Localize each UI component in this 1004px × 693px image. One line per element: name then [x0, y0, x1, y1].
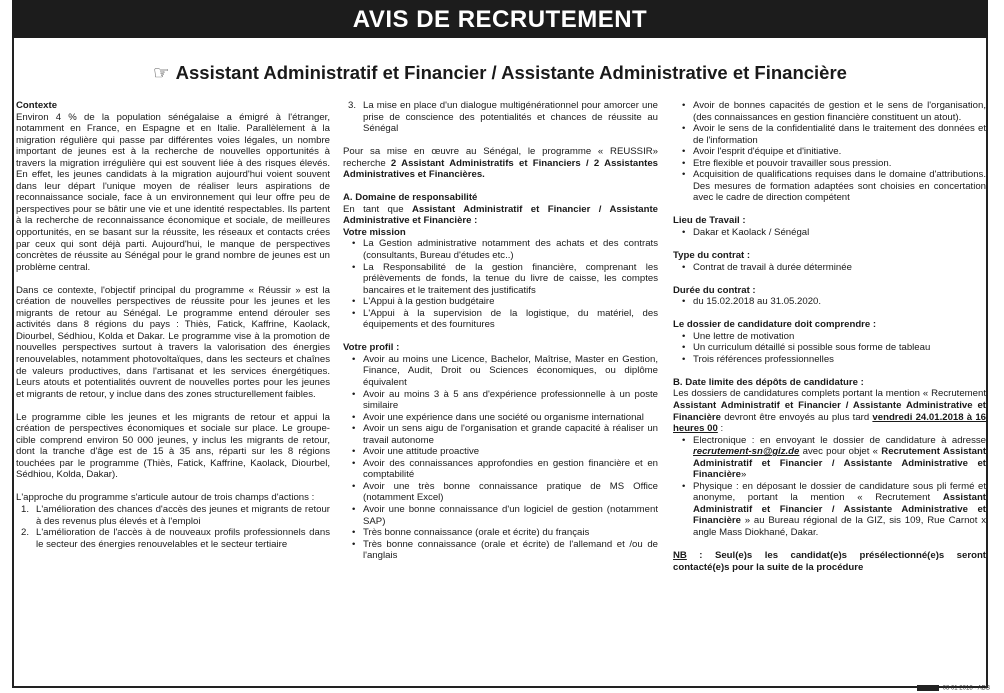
list-item: • Très bonne connaissance (orale et écrite) de l'allemand et /ou de l'anglais: [343, 539, 658, 562]
list-item: • Avoir au moins une Licence, Bachelor, Maîtrise, Master en Gestion, Finance, Audit, Droit ou Sciences économiques, ou diplôme équivalent: [343, 354, 658, 389]
job-title: [12, 62, 988, 84]
list-item: • L'Appui à la gestion budgétaire: [343, 296, 658, 308]
list-item: • Très bonne connaissance (orale et écrite) du français: [343, 527, 658, 539]
list-item: • Dakar et Kaolack / Sénégal: [673, 227, 986, 239]
list-item: • Acquisition de qualifications requises dans le domaine d'attributions. Des mesures de formation adaptées sont choisies en concertation avec le cadre de direction compétent: [673, 169, 986, 204]
footer-mark: [917, 685, 939, 691]
mission-heading: Votre mission: [343, 226, 406, 238]
list-item: • La Responsabilité de la gestion financière, comprenant les prélèvements de fonds, la tenue du livre de caisse, les comptes bancaires et le traitement des justificatifs: [343, 262, 658, 297]
dossier-list: [673, 331, 986, 366]
section-heading-contexte: Contexte: [16, 100, 58, 111]
profil-list: [343, 354, 658, 562]
profil-list-continued: [673, 100, 986, 204]
paragraph: Environ 4 % de la population sénégalaise a émigré à l'étranger, notamment en France, en Espagne et en Italie. Parallèlement à la migration régulière qui passe par différentes voies légales, un nombre important de jeunes est à la recherche de nouvelles opportunités à travers la migration irrégulière qui est souvent liée à des risques élevés. En effet, les jeunes candidats à la migration aujourd'hui voient souvent dans leur départ l'unique moyen de réaliser leurs aspirations de reconnaissance sociale, face à un environnement qui leur offre peu de perspectives pour se bâtir une vie et une identité respectables. Ils partent à la recherche de reconnaissance économique et sociale, de meilleures opportunités, en se basant sur la réussite, les réseaux et contacts crées par ceux qui sont déjà parti. Aujourd'hui, le manque de perspectives concrètes de réussite au Sénégal pour le grand nombre de jeunes est un problème central.: [16, 111, 330, 273]
action-fields-list-continued: [343, 100, 658, 135]
action-fields-list: [16, 504, 330, 550]
paragraph: Dans ce contexte, l'objectif principal du programme « Réussir » est la création de nouvelles perspectives de réussite pour les jeunes et les migrants de retour au Sénégal. Le programme entend dérouler ses activités dans 8 régions du pays : Thiès, Fatick, Kaffrine, Kaolack, Diourbel, Sédhiou, Kolda et Dakar. Le programme vise à la promotion de nouvelles perspectives surtout à travers la valorisation des énergies renouvelables, notamment photovoltaïques, dans les secteurs et chaînes de valeurs productives, dans l'artisanat et les services énergétiques. Leurs atouts et potentialités ouvrent de nouvelles portes pour les jeunes et migrants de retour, y inclue dans des zones structurellement faibles.: [16, 284, 330, 400]
section-heading-domaine: A. Domaine de responsabilité: [343, 192, 478, 204]
list-item: • Avoir une très bonne connaissance pratique de MS Office (notamment Excel): [343, 481, 658, 504]
list-item: • Un curriculum détaillé si possible sous forme de tableau: [673, 342, 986, 354]
list-item: • La Gestion administrative notamment des achats et des contrats (consultants, Bureau d'études etc..): [343, 238, 658, 261]
list-item: • Avoir de bonnes capacités de gestion et le sens de l'organisation, (des connaissances en gestion financière constituent un atout).: [673, 100, 986, 123]
type-list: [673, 262, 986, 274]
list-item: • Avoir le sens de la confidentialité dans le traitement des données et de l'information: [673, 123, 986, 146]
list-item: • Avoir un sens aigu de l'organisation et grande capacité à réaliser un travail autonome: [343, 423, 658, 446]
list-item: • du 15.02.2018 au 31.05.2020.: [673, 296, 986, 308]
pointing-hand-icon: ☞: [153, 62, 170, 83]
column-2: [343, 100, 658, 562]
column-3: [673, 100, 986, 573]
profil-heading: Votre profil :: [343, 342, 400, 354]
job-title-text: Assistant Administratif et Financier / Assistante Administrative et Financière: [175, 62, 847, 83]
list-item: • Avoir au moins 3 à 5 ans d'expérience professionnelle à un poste similaire: [343, 389, 658, 412]
list-item: • Electronique : en envoyant le dossier de candidature à adresse recrutement-sn@giz.de avec pour objet « Recrutement Assistant Administratif et Financier / Assistante Administrative et Financière»: [673, 435, 986, 481]
email-link[interactable]: recrutement-sn@giz.de: [693, 446, 800, 458]
dossier-heading: Le dossier de candidature doit comprendre :: [673, 319, 877, 331]
paragraph: En tant que Assistant Administratif et Financier / Assistante Administrative et Financière :: [343, 203, 658, 227]
banner-title: AVIS DE RECRUTEMENT: [12, 0, 988, 38]
lieu-list: [673, 227, 986, 239]
list-item: • Avoir l'esprit d'équipe et d'initiative.: [673, 146, 986, 158]
list-item: • Contrat de travail à durée déterminée: [673, 262, 986, 274]
list-item: • Physique : en déposant le dossier de candidature sous pli fermé et anonyme, portant la mention « Recrutement Assistant Administratif et Financier / Assistante Administrative et Financière » au Bureau régional de la GIZ, sis 109, Rue Carnot x angle Mass Diokhané, Dakar.: [673, 481, 986, 539]
list-item: • Trois références professionnelles: [673, 354, 986, 366]
footer-stamp: 08 01 2018 · ADB: [917, 685, 990, 692]
submission-list: [673, 435, 986, 539]
list-item: 3. La mise en place d'un dialogue multigénérationnel pour amorcer une prise de conscience des potentialités et chances de réussite au Sénégal: [348, 100, 658, 135]
column-1: [16, 100, 330, 550]
list-item: • L'Appui à la supervision de la logistique, du matériel, des équipements et des fournitures: [343, 308, 658, 331]
paragraph: Le programme cible les jeunes et les migrants de retour et appui la création de perspectives économiques et sociale sur place. Le groupe-cible comprend environ 50 000 jeunes, y inclus les migrants de retour, dont la tranche d'âge est de 15 à 35 ans, réparti sur les 8 régions touchées par le programme (Thiès, Fatick, Kaffrine, Kaolack, Diourbel, Sédhiou, Kolda, Dakar).: [16, 411, 330, 481]
paragraph: L'approche du programme s'articule autour de trois champs d'actions :: [16, 492, 315, 504]
lieu-heading: Lieu de Travail :: [673, 215, 746, 227]
date-limite-heading: B. Date limite des dépôts de candidature :: [673, 376, 864, 388]
paragraph: Les dossiers de candidatures complets portant la mention « Recrutement Assistant Administratif et Financier / Assistante Administrative et Financière devront être envoyés au plus tard vendredi 24.01.2018 à 16 heures 00 :: [673, 388, 986, 435]
duree-list: [673, 296, 986, 308]
list-item: • Avoir une expérience dans une société ou organisme international: [343, 412, 658, 424]
list-item: • Avoir une bonne connaissance d'un logiciel de gestion (notamment SAP): [343, 504, 658, 527]
mission-list: [343, 238, 658, 330]
paragraph: Pour sa mise en œuvre au Sénégal, le programme « REUSSIR» recherche 2 Assistant Administratifs et Financiers / 2 Assistantes Administratives et Financières.: [343, 146, 658, 181]
nb-note: NB : Seul(e)s les candidat(e)s présélectionné(e)s seront contacté(e)s pour la suite de la procédure: [673, 550, 986, 573]
duree-heading: Durée du contrat :: [673, 284, 756, 296]
list-item: • Avoir une attitude proactive: [343, 446, 658, 458]
list-item: 2. L'amélioration de l'accès à de nouveaux profils professionnels dans le secteur des énergies renouvelables et le secteur tertiaire: [21, 527, 330, 550]
list-item: • Etre flexible et pouvoir travailler sous pression.: [673, 158, 986, 170]
list-item: • Avoir des connaissances approfondies en gestion financière et en comptabilité: [343, 458, 658, 481]
list-item: • Une lettre de motivation: [673, 331, 986, 343]
list-item: 1. L'amélioration des chances d'accès des jeunes et migrants de retour à des revenus plus élevés et à l'emploi: [21, 504, 330, 527]
type-heading: Type du contrat :: [673, 250, 751, 262]
